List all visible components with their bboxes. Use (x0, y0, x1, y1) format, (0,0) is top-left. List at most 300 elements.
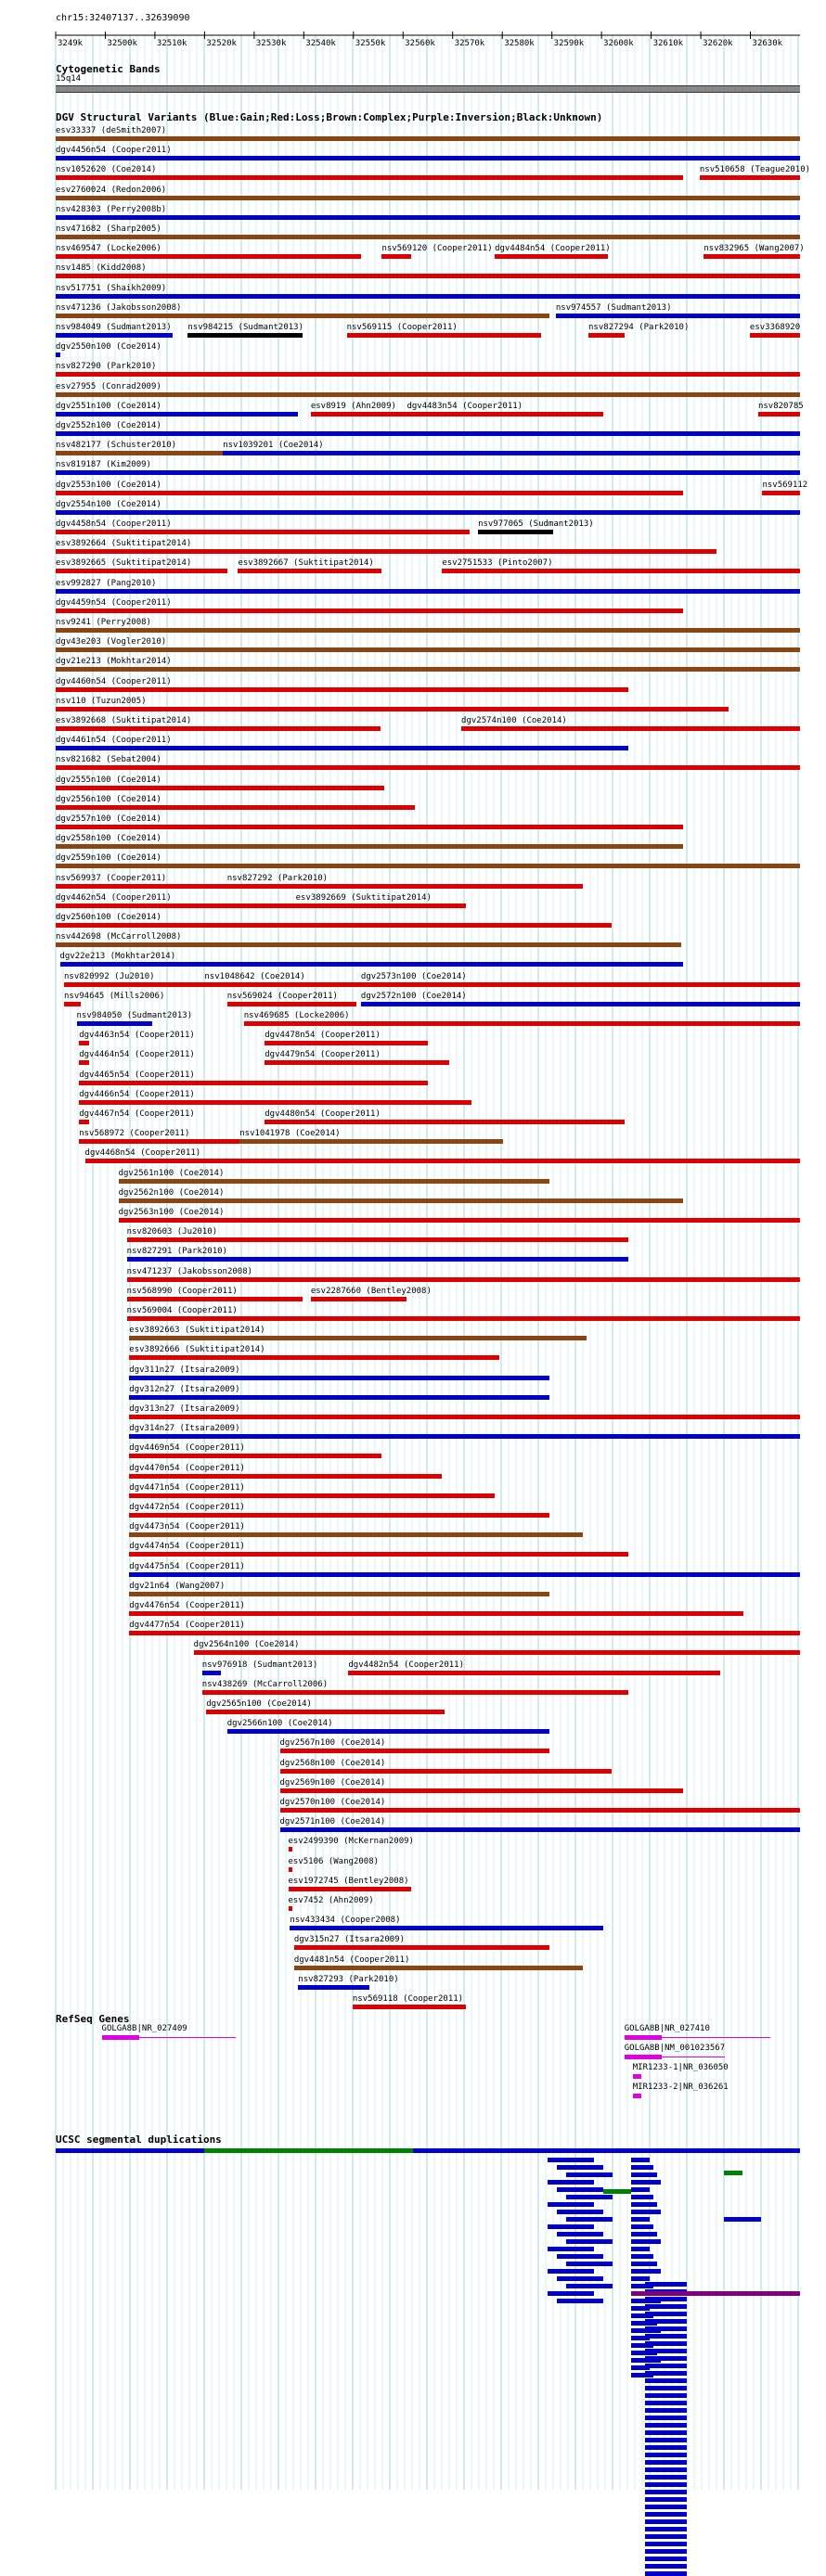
variant-bar[interactable] (206, 1710, 445, 1714)
variant-bar[interactable] (353, 2005, 466, 2009)
variant-bar[interactable] (127, 1277, 800, 1282)
variant-bar[interactable] (202, 1671, 221, 1675)
variant-bar[interactable] (758, 412, 800, 417)
variant-label[interactable]: dgv4473n54 (Cooper2011) (129, 1522, 245, 1532)
variant-label[interactable]: esv3892666 (Suktitipat2014) (129, 1345, 265, 1355)
variant-label[interactable]: nsv1052620 (Coe2014) (56, 165, 157, 175)
variant-label[interactable]: dgv2568n100 (Coe2014) (279, 1758, 386, 1768)
variant-bar[interactable] (56, 294, 800, 299)
variant-label[interactable]: nsv469547 (Locke2006) (56, 244, 161, 254)
variant-bar[interactable] (127, 1316, 800, 1321)
variant-bar[interactable] (407, 412, 603, 417)
variant-bar[interactable] (56, 333, 173, 338)
segdup-block[interactable] (645, 2334, 687, 2339)
variant-bar[interactable] (187, 333, 302, 338)
variant-label[interactable]: dgv4472n54 (Cooper2011) (129, 1503, 245, 1512)
variant-bar[interactable] (56, 805, 415, 810)
variant-bar[interactable] (56, 196, 800, 200)
variant-bar[interactable] (56, 175, 683, 180)
variant-bar[interactable] (194, 1650, 800, 1655)
variant-label[interactable]: dgv2562n100 (Coe2014) (118, 1187, 225, 1198)
variant-label[interactable]: dgv2557n100 (Coe2014) (56, 814, 161, 824)
variant-label[interactable]: nsv569115 (Cooper2011) (346, 323, 458, 332)
variant-label[interactable]: dgv4478n54 (Cooper2011) (265, 1031, 381, 1041)
segdup-block[interactable] (631, 2180, 661, 2185)
variant-bar[interactable] (556, 314, 800, 318)
variant-label[interactable]: nsv1048642 (Coe2014) (204, 971, 305, 981)
segdup-block[interactable] (631, 2187, 650, 2192)
variant-bar[interactable] (296, 904, 466, 908)
segdup-block[interactable] (645, 2505, 687, 2509)
variant-bar[interactable] (265, 1041, 428, 1045)
cytoband-bar[interactable] (56, 85, 800, 93)
variant-bar[interactable] (79, 1041, 89, 1045)
variant-label[interactable]: dgv2560n100 (Coe2014) (56, 913, 161, 922)
variant-bar[interactable] (56, 470, 800, 475)
variant-label[interactable]: dgv2555n100 (Coe2014) (56, 775, 161, 785)
variant-bar[interactable] (56, 254, 361, 259)
variant-bar[interactable] (56, 491, 683, 495)
variant-bar[interactable] (56, 628, 800, 633)
variant-bar[interactable] (478, 530, 553, 534)
variant-label[interactable]: nsv469685 (Locke2006) (243, 1011, 350, 1020)
segdup-block[interactable] (645, 2386, 687, 2390)
variant-label[interactable]: nsv569112 (762, 480, 808, 490)
variant-bar[interactable] (290, 1926, 603, 1930)
variant-bar[interactable] (56, 786, 384, 790)
variant-bar[interactable] (265, 1060, 448, 1065)
variant-bar[interactable] (238, 569, 381, 573)
variant-bar[interactable] (280, 1808, 800, 1813)
variant-label[interactable]: dgv4470n54 (Cooper2011) (129, 1463, 245, 1473)
variant-bar[interactable] (79, 1081, 428, 1085)
segdup-block[interactable] (645, 2445, 687, 2450)
variant-label[interactable]: nsv569937 (Cooper2011) (56, 873, 167, 883)
variant-bar[interactable] (129, 1434, 800, 1439)
variant-label[interactable]: dgv4476n54 (Cooper2011) (129, 1601, 245, 1610)
variant-bar[interactable] (56, 451, 223, 455)
variant-bar[interactable] (381, 254, 411, 259)
variant-label[interactable]: dgv4484n54 (Cooper2011) (495, 244, 611, 254)
variant-bar[interactable] (85, 1159, 800, 1163)
variant-bar[interactable] (129, 1415, 800, 1419)
variant-label[interactable]: esv5106 (Wang2008) (288, 1856, 380, 1866)
variant-label[interactable]: nsv827294 (Park2010) (588, 323, 690, 332)
variant-label[interactable]: dgv4465n54 (Cooper2011) (79, 1070, 195, 1080)
variant-label[interactable]: dgv4469n54 (Cooper2011) (129, 1443, 245, 1454)
variant-label[interactable]: dgv21e213 (Mokhtar2014) (56, 657, 172, 667)
segdup-block[interactable] (645, 2297, 687, 2301)
variant-label[interactable]: dgv312n27 (Itsara2009) (129, 1384, 240, 1394)
variant-bar[interactable] (129, 1336, 587, 1340)
segdup-block[interactable] (645, 2401, 687, 2405)
variant-bar[interactable] (56, 726, 381, 731)
segdup-block[interactable] (631, 2224, 653, 2229)
variant-label[interactable]: nsv819187 (Kim2009) (56, 460, 151, 470)
segdup-block[interactable] (631, 2202, 657, 2207)
variant-label[interactable]: nsv820603 (Ju2010) (126, 1227, 218, 1237)
variant-bar[interactable] (129, 1493, 495, 1498)
variant-bar[interactable] (56, 707, 729, 711)
variant-label[interactable]: nsv569120 (Cooper2011) (381, 244, 493, 254)
segdup-block[interactable] (645, 2490, 687, 2494)
variant-bar[interactable] (56, 589, 800, 594)
variant-label[interactable]: dgv2572n100 (Coe2014) (360, 991, 467, 1001)
segdup-block[interactable] (645, 2408, 687, 2413)
variant-bar[interactable] (56, 530, 470, 534)
variant-bar[interactable] (311, 412, 407, 417)
variant-bar[interactable] (56, 746, 628, 750)
variant-label[interactable]: nsv471237 (Jakobsson2008) (126, 1266, 253, 1276)
variant-label[interactable]: nsv569118 (Cooper2011) (352, 1994, 464, 2004)
segdup-block[interactable] (645, 2364, 687, 2368)
variant-label[interactable]: dgv4483n54 (Cooper2011) (407, 401, 523, 411)
variant-bar[interactable] (56, 647, 800, 652)
gene-label[interactable]: GOLGA8B|NM_001023567 (624, 2044, 726, 2053)
variant-label[interactable]: nsv433434 (Cooper2008) (290, 1916, 401, 1926)
variant-label[interactable]: esv3892665 (Suktitipat2014) (56, 558, 192, 569)
segdup-block[interactable] (566, 2172, 613, 2177)
variant-label[interactable]: dgv315n27 (Itsara2009) (293, 1935, 406, 1945)
segdup-block[interactable] (631, 2291, 800, 2296)
variant-label[interactable]: esv7452 (Ahn2009) (288, 1896, 374, 1905)
variant-label[interactable]: nsv820992 (Ju2010) (64, 971, 155, 981)
variant-label[interactable]: dgv43e203 (Vogler2010) (56, 637, 167, 647)
variant-label[interactable]: dgv2569n100 (Coe2014) (279, 1777, 386, 1788)
cytoband-label[interactable]: 15q14 (56, 74, 82, 83)
variant-label[interactable]: dgv4456n54 (Cooper2011) (56, 146, 172, 156)
variant-label[interactable]: nsv517751 (Shaikh2009) (56, 283, 167, 293)
variant-label[interactable]: dgv2574n100 (Coe2014) (461, 716, 567, 725)
variant-bar[interactable] (289, 1887, 411, 1891)
segdup-block[interactable] (645, 2534, 687, 2539)
variant-bar[interactable] (202, 1690, 629, 1695)
variant-bar[interactable] (56, 864, 800, 868)
segdup-block[interactable] (413, 2148, 724, 2153)
variant-label[interactable]: dgv2564n100 (Coe2014) (193, 1640, 300, 1650)
variant-bar[interactable] (703, 254, 800, 259)
gene-label[interactable]: MIR1233-2|NR_036261 (632, 2083, 729, 2092)
variant-label[interactable]: nsv976918 (Sudmant2013) (201, 1660, 318, 1670)
segdup-block[interactable] (645, 2527, 687, 2531)
variant-label[interactable]: dgv2566n100 (Coe2014) (226, 1719, 333, 1729)
segdup-block[interactable] (631, 2210, 661, 2214)
segdup-block[interactable] (204, 2148, 413, 2153)
variant-label[interactable]: dgv4459n54 (Cooper2011) (56, 597, 172, 608)
variant-bar[interactable] (298, 1985, 369, 1990)
variant-bar[interactable] (129, 1395, 549, 1400)
variant-bar[interactable] (56, 923, 612, 928)
variant-label[interactable]: nsv821682 (Sebat2004) (56, 755, 161, 765)
variant-label[interactable]: dgv4463n54 (Cooper2011) (79, 1031, 195, 1041)
segdup-block[interactable] (603, 2189, 631, 2194)
segdup-block[interactable] (645, 2564, 687, 2569)
variant-label[interactable]: dgv4475n54 (Cooper2011) (129, 1561, 245, 1571)
variant-bar[interactable] (56, 904, 298, 908)
variant-label[interactable]: dgv2554n100 (Coe2014) (56, 499, 161, 509)
variant-label[interactable]: dgv2571n100 (Coe2014) (279, 1817, 386, 1827)
variant-bar[interactable] (289, 1847, 293, 1852)
variant-bar[interactable] (129, 1572, 800, 1577)
variant-label[interactable]: nsv9241 (Perry2008) (56, 618, 151, 627)
variant-label[interactable]: nsv832965 (Wang2007) (703, 244, 805, 254)
variant-label[interactable]: esv8919 (Ahn2009) (310, 401, 396, 411)
variant-bar[interactable] (347, 333, 541, 338)
variant-bar[interactable] (361, 982, 800, 987)
variant-bar[interactable] (280, 1769, 613, 1774)
segdup-block[interactable] (548, 2291, 594, 2296)
variant-label[interactable]: esv3892664 (Suktitipat2014) (56, 539, 192, 549)
segdup-block[interactable] (724, 2217, 761, 2222)
variant-label[interactable]: dgv4471n54 (Cooper2011) (129, 1482, 245, 1493)
segdup-block[interactable] (631, 2217, 650, 2222)
variant-label[interactable]: nsv827290 (Park2010) (56, 362, 157, 372)
variant-label[interactable]: dgv4468n54 (Cooper2011) (84, 1148, 201, 1159)
variant-bar[interactable] (129, 1611, 742, 1616)
variant-bar[interactable] (223, 451, 800, 455)
variant-label[interactable]: esv3892669 (Suktitipat2014) (295, 892, 432, 903)
variant-bar[interactable] (56, 431, 800, 436)
segdup-block[interactable] (645, 2416, 687, 2420)
variant-bar[interactable] (244, 1021, 800, 1026)
variant-label[interactable]: nsv471682 (Sharp2005) (56, 224, 161, 234)
variant-bar[interactable] (129, 1631, 800, 1635)
variant-label[interactable]: nsv471236 (Jakobsson2008) (56, 302, 182, 313)
variant-bar[interactable] (56, 156, 800, 160)
variant-bar[interactable] (60, 962, 683, 967)
segdup-block[interactable] (631, 2172, 657, 2177)
segdup-block[interactable] (645, 2453, 687, 2457)
variant-label[interactable]: nsv1041978 (Coe2014) (239, 1129, 341, 1139)
variant-bar[interactable] (129, 1592, 549, 1596)
segdup-block[interactable] (566, 2217, 613, 2222)
segdup-block[interactable] (645, 2438, 687, 2442)
variant-label[interactable]: nsv110 (Tuzun2005) (56, 696, 147, 706)
segdup-block[interactable] (645, 2475, 687, 2480)
segdup-block[interactable] (645, 2482, 687, 2487)
segdup-block[interactable] (557, 2187, 603, 2192)
variant-bar[interactable] (265, 1120, 624, 1124)
variant-label[interactable]: nsv820785 (757, 401, 804, 411)
variant-bar[interactable] (311, 1297, 407, 1301)
segdup-block[interactable] (645, 2282, 687, 2287)
variant-bar[interactable] (119, 1179, 549, 1184)
variant-bar[interactable] (280, 1749, 549, 1753)
segdup-block[interactable] (631, 2276, 650, 2281)
variant-label[interactable]: dgv311n27 (Itsara2009) (129, 1365, 240, 1375)
variant-label[interactable]: esv3892667 (Suktitipat2014) (238, 558, 374, 569)
variant-bar[interactable] (294, 1966, 583, 1970)
segdup-block[interactable] (645, 2304, 687, 2309)
variant-label[interactable]: dgv2561n100 (Coe2014) (118, 1168, 225, 1178)
variant-bar[interactable] (227, 1002, 357, 1006)
segdup-block[interactable] (548, 2158, 594, 2162)
segdup-block[interactable] (56, 2148, 204, 2153)
variant-label[interactable]: dgv4482n54 (Cooper2011) (348, 1660, 465, 1670)
segdup-block[interactable] (645, 2371, 687, 2376)
variant-label[interactable]: esv27955 (Conrad2009) (56, 381, 161, 391)
variant-label[interactable]: esv2760024 (Redon2006) (56, 185, 167, 195)
variant-label[interactable]: nsv1039201 (Coe2014) (223, 441, 324, 451)
variant-bar[interactable] (750, 333, 800, 338)
segdup-block[interactable] (631, 2269, 661, 2274)
segdup-block[interactable] (645, 2542, 687, 2546)
variant-bar[interactable] (129, 1474, 442, 1479)
variant-bar[interactable] (127, 1237, 629, 1242)
variant-bar[interactable] (56, 825, 683, 829)
variant-bar[interactable] (56, 235, 800, 239)
variant-bar[interactable] (56, 609, 683, 613)
segdup-block[interactable] (645, 2312, 687, 2316)
variant-bar[interactable] (442, 569, 800, 573)
variant-bar[interactable] (79, 1100, 471, 1105)
variant-label[interactable]: nsv827293 (Park2010) (298, 1974, 399, 1984)
variant-bar[interactable] (56, 352, 60, 357)
variant-label[interactable]: dgv2565n100 (Coe2014) (206, 1699, 312, 1709)
variant-bar[interactable] (56, 412, 298, 417)
variant-bar[interactable] (56, 844, 683, 849)
variant-bar[interactable] (56, 667, 800, 672)
variant-bar[interactable] (227, 884, 583, 889)
variant-bar[interactable] (700, 175, 800, 180)
segdup-block[interactable] (645, 2460, 687, 2465)
variant-label[interactable]: esv2751533 (Pinto2007) (442, 558, 553, 569)
segdup-block[interactable] (557, 2232, 603, 2236)
variant-label[interactable]: dgv21n64 (Wang2007) (129, 1581, 226, 1591)
segdup-block[interactable] (645, 2557, 687, 2561)
variant-bar[interactable] (119, 1198, 683, 1203)
segdup-block[interactable] (557, 2210, 603, 2214)
segdup-block[interactable] (645, 2319, 687, 2324)
variant-label[interactable]: nsv827292 (Park2010) (226, 873, 329, 883)
segdup-block[interactable] (645, 2326, 687, 2331)
gene-label[interactable]: GOLGA8B|NR_027409 (101, 2024, 187, 2033)
variant-label[interactable]: nsv977065 (Sudmant2013) (478, 519, 594, 529)
variant-label[interactable]: nsv442698 (McCarroll2008) (56, 932, 182, 942)
variant-bar[interactable] (64, 1002, 81, 1006)
variant-label[interactable]: dgv4480n54 (Cooper2011) (265, 1109, 381, 1119)
segdup-block[interactable] (548, 2180, 594, 2185)
variant-label[interactable]: nsv568990 (Cooper2011) (126, 1286, 238, 1296)
variant-label[interactable]: nsv569004 (Cooper2011) (126, 1306, 238, 1315)
segdup-block[interactable] (548, 2247, 594, 2251)
variant-label[interactable]: dgv2552n100 (Coe2014) (56, 421, 161, 430)
variant-bar[interactable] (294, 1945, 549, 1950)
variant-label[interactable]: dgv2553n100 (Coe2014) (56, 480, 161, 490)
segdup-block[interactable] (631, 2239, 661, 2244)
segdup-block[interactable] (724, 2148, 800, 2153)
variant-label[interactable]: nsv569024 (Cooper2011) (226, 991, 338, 1001)
segdup-block[interactable] (631, 2165, 653, 2170)
variant-label[interactable]: dgv4481n54 (Cooper2011) (293, 1954, 410, 1965)
variant-label[interactable]: dgv4460n54 (Cooper2011) (56, 676, 172, 686)
variant-bar[interactable] (129, 1552, 628, 1557)
variant-label[interactable]: esv1972745 (Bentley2008) (288, 1876, 409, 1886)
segdup-block[interactable] (631, 2158, 650, 2162)
segdup-block[interactable] (631, 2232, 657, 2236)
variant-bar[interactable] (56, 392, 800, 397)
variant-bar[interactable] (361, 1002, 800, 1006)
variant-bar[interactable] (56, 215, 800, 220)
variant-bar[interactable] (129, 1532, 582, 1537)
gene-label[interactable]: GOLGA8B|NR_027410 (624, 2024, 710, 2033)
variant-label[interactable]: esv2499390 (McKernan2009) (288, 1837, 414, 1847)
variant-bar[interactable] (56, 314, 549, 318)
variant-label[interactable]: nsv428303 (Perry2008b) (56, 204, 167, 214)
variant-label[interactable]: dgv4464n54 (Cooper2011) (79, 1050, 195, 1060)
variant-label[interactable]: esv992827 (Pang2010) (56, 578, 157, 588)
variant-label[interactable]: dgv2556n100 (Coe2014) (56, 794, 161, 804)
segdup-block[interactable] (724, 2171, 742, 2175)
segdup-block[interactable] (645, 2467, 687, 2472)
variant-label[interactable]: dgv4466n54 (Cooper2011) (79, 1089, 195, 1099)
variant-bar[interactable] (79, 1120, 89, 1124)
segdup-block[interactable] (645, 2349, 687, 2353)
variant-bar[interactable] (56, 274, 800, 278)
segdup-block[interactable] (566, 2284, 613, 2288)
variant-bar[interactable] (127, 1297, 303, 1301)
segdup-block[interactable] (548, 2202, 594, 2207)
variant-bar[interactable] (56, 136, 800, 141)
variant-label[interactable]: nsv984049 (Sudmant2013) (56, 323, 172, 332)
segdup-block[interactable] (645, 2519, 687, 2524)
segdup-block[interactable] (645, 2341, 687, 2346)
variant-label[interactable]: nsv1485 (Kidd2008) (56, 263, 147, 274)
variant-bar[interactable] (227, 1729, 549, 1734)
variant-label[interactable]: nsv827291 (Park2010) (126, 1247, 227, 1257)
variant-label[interactable]: dgv22e213 (Mokhtar2014) (59, 952, 176, 962)
variant-label[interactable]: esv3368920 (749, 323, 801, 332)
variant-label[interactable]: dgv4461n54 (Cooper2011) (56, 736, 172, 746)
variant-bar[interactable] (56, 765, 800, 770)
variant-bar[interactable] (56, 372, 800, 377)
variant-bar[interactable] (348, 1671, 720, 1675)
variant-bar[interactable] (129, 1513, 549, 1518)
segdup-block[interactable] (631, 2195, 653, 2199)
variant-bar[interactable] (129, 1376, 549, 1380)
segdup-block[interactable] (645, 2571, 687, 2576)
variant-label[interactable]: dgv2558n100 (Coe2014) (56, 834, 161, 844)
segdup-block[interactable] (645, 2497, 687, 2502)
segdup-block[interactable] (566, 2239, 613, 2244)
variant-label[interactable]: nsv984050 (Sudmant2013) (76, 1011, 193, 1020)
variant-label[interactable]: dgv2551n100 (Coe2014) (56, 401, 161, 411)
variant-label[interactable]: dgv4479n54 (Cooper2011) (265, 1050, 381, 1060)
variant-bar[interactable] (127, 1257, 629, 1262)
variant-label[interactable]: dgv4462n54 (Cooper2011) (56, 892, 172, 903)
variant-bar[interactable] (129, 1355, 498, 1360)
variant-label[interactable]: nsv568972 (Cooper2011) (79, 1129, 190, 1139)
segdup-block[interactable] (566, 2195, 613, 2199)
variant-bar[interactable] (64, 982, 206, 987)
variant-label[interactable]: esv2287660 (Bentley2008) (310, 1286, 432, 1296)
segdup-block[interactable] (557, 2165, 603, 2170)
variant-label[interactable]: dgv2570n100 (Coe2014) (279, 1798, 386, 1807)
segdup-block[interactable] (557, 2254, 603, 2259)
variant-bar[interactable] (280, 1788, 683, 1793)
variant-label[interactable]: dgv314n27 (Itsara2009) (129, 1424, 240, 1434)
variant-label[interactable]: nsv482177 (Schuster2010) (56, 441, 177, 451)
variant-bar[interactable] (289, 1867, 293, 1872)
segdup-block[interactable] (645, 2423, 687, 2428)
variant-bar[interactable] (289, 1906, 293, 1911)
segdup-block[interactable] (645, 2356, 687, 2361)
variant-bar[interactable] (129, 1454, 381, 1458)
variant-label[interactable]: esv3892663 (Suktitipat2014) (129, 1326, 265, 1336)
segdup-block[interactable] (631, 2254, 653, 2259)
variant-bar[interactable] (239, 1139, 503, 1144)
segdup-block[interactable] (631, 2247, 650, 2251)
